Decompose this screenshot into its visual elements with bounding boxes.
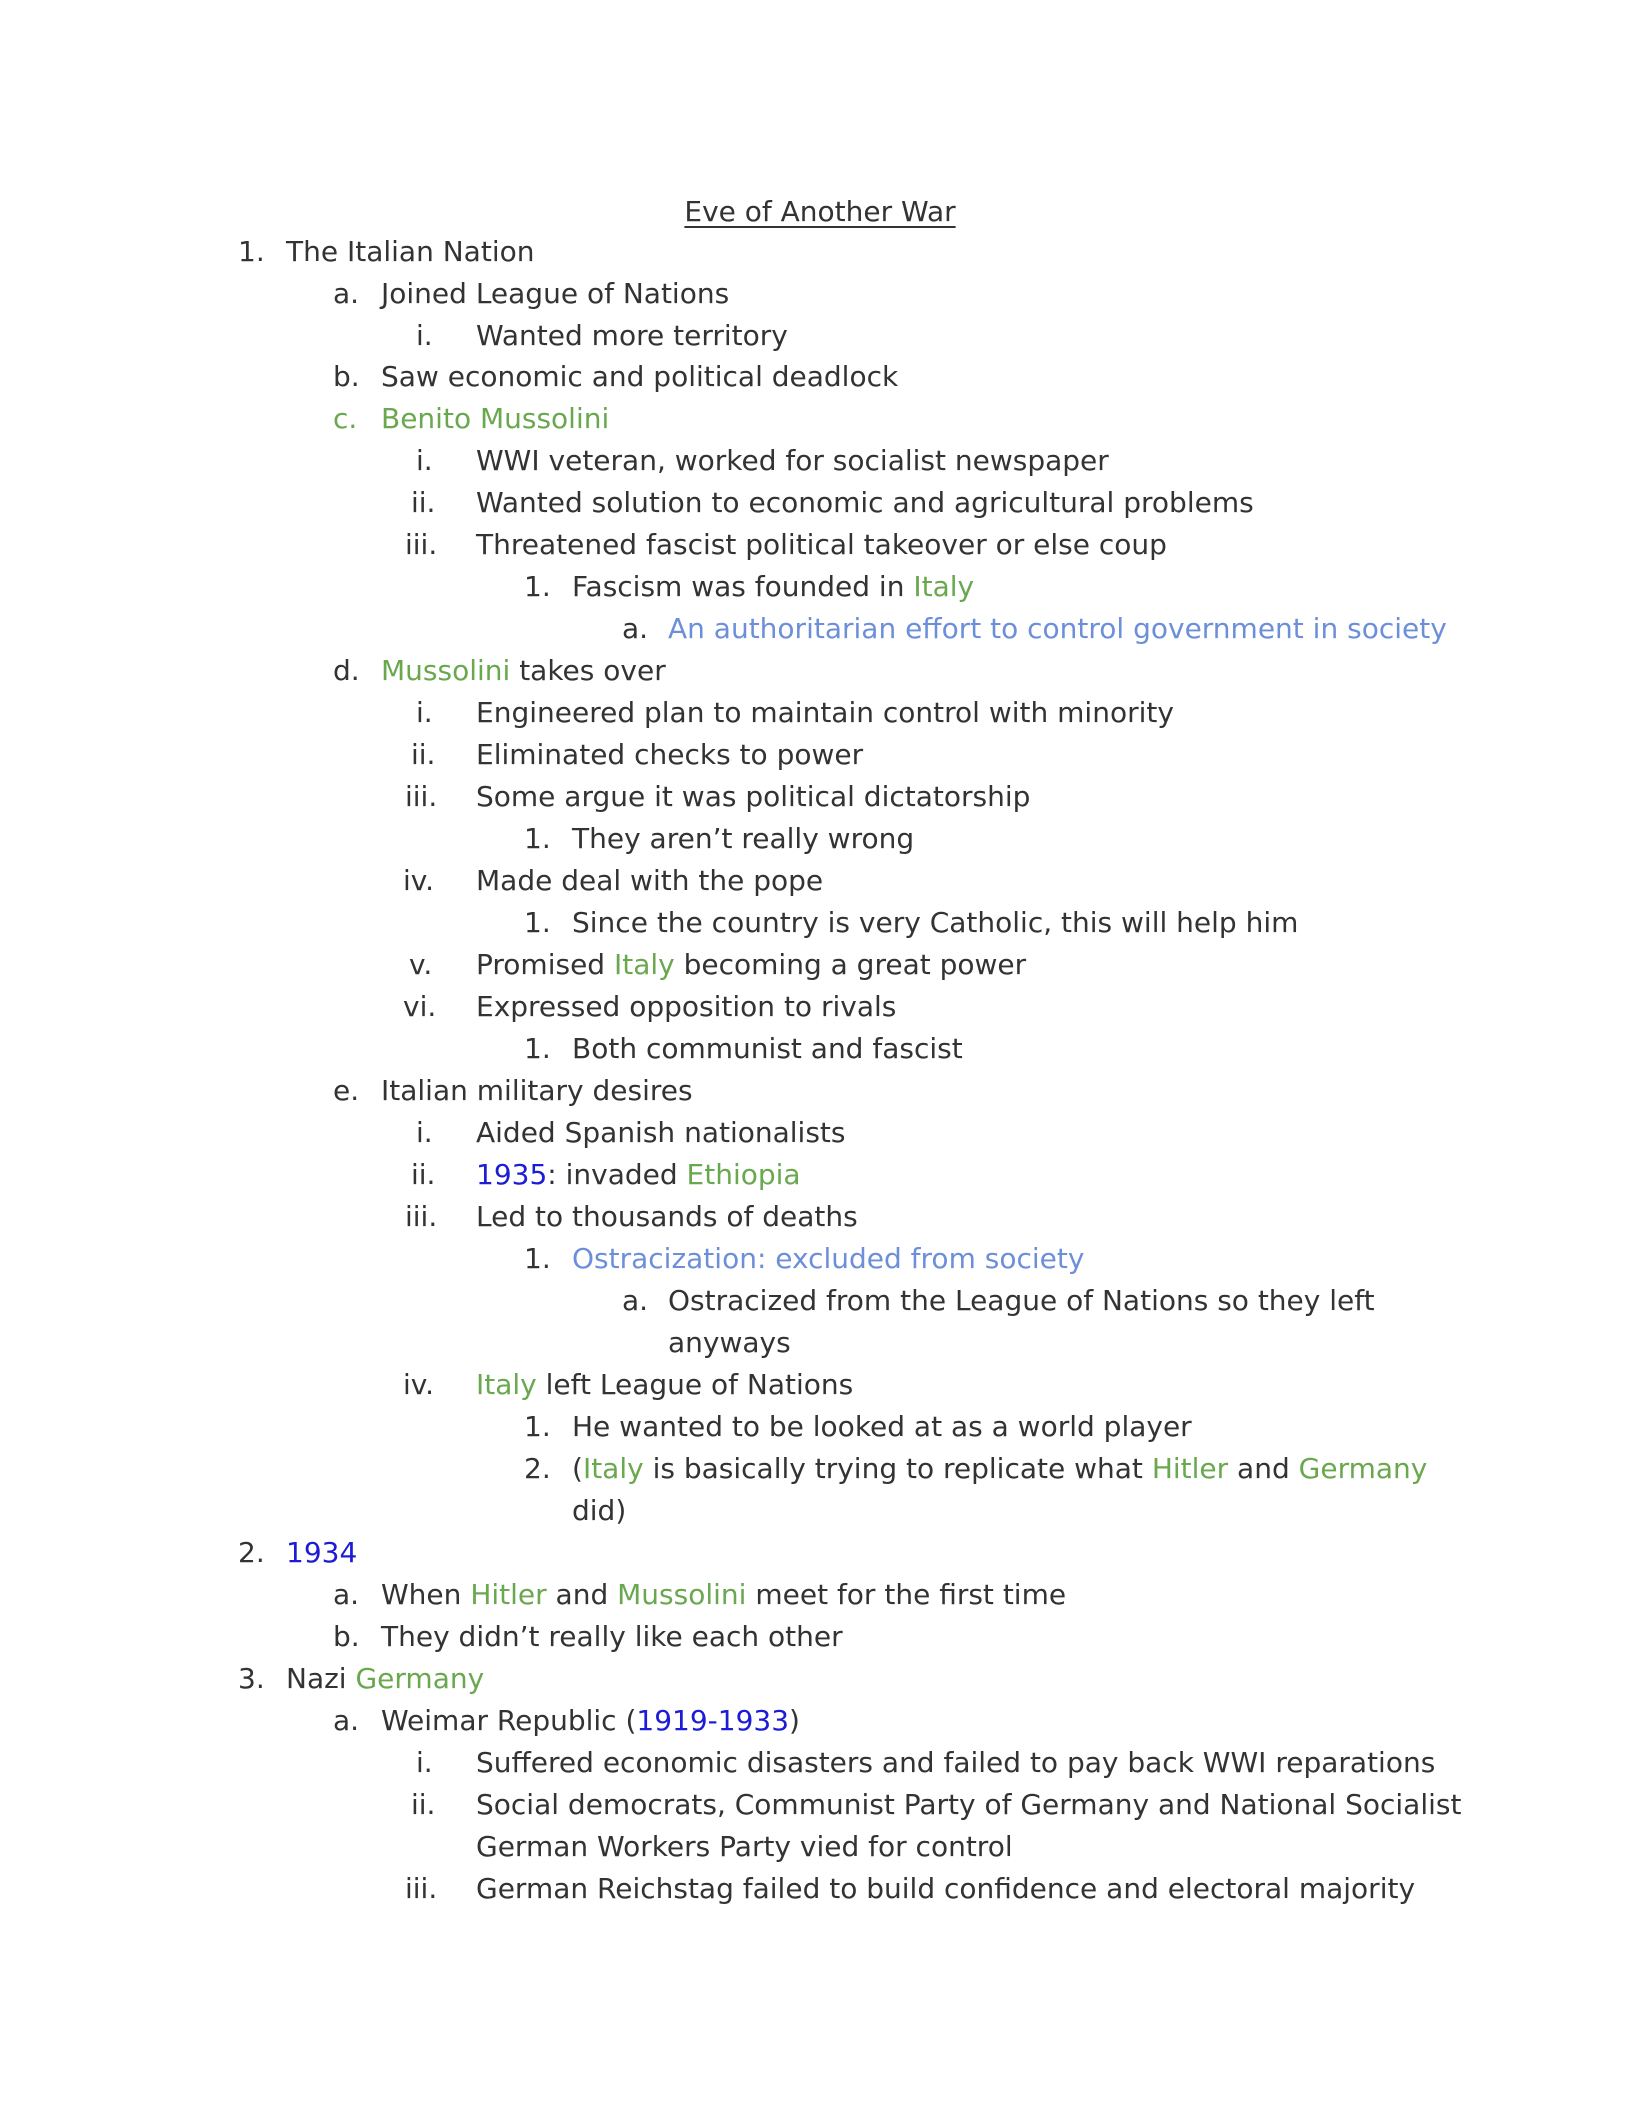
list-marker: iii. [405,528,438,561]
list-text: Expressed opposition to rivals [476,990,897,1023]
list-marker: ii. [411,738,436,771]
list-marker: a. [622,612,649,645]
list-text: German Reichstag failed to build confidence and electoral majority [476,1872,1416,1905]
date-text: 1919-1933 [636,1704,790,1737]
list-marker: a. [333,277,360,310]
list-text: When Hitler and Mussolini meet for the first time [381,1578,1067,1611]
list-text: Ostracized from the League of Nations so they left [668,1284,1375,1317]
list-marker: 2. [238,1536,265,1569]
list-marker: b. [333,1620,360,1653]
list-marker: i. [416,444,433,477]
list-text-continuation: German Workers Party vied for control [476,1830,1013,1863]
list-text: Italian military desires [381,1074,693,1107]
list-marker: a. [333,1704,360,1737]
list-text: Mussolini takes over [381,654,666,687]
list-marker: iii. [405,780,438,813]
list-text: WWI veteran, worked for socialist newspaper [476,444,1109,477]
list-text: Eliminated checks to power [476,738,864,771]
list-text: Some argue it was political dictatorship [476,780,1031,813]
list-text: Both communist and fascist [572,1032,963,1065]
list-text: Saw economic and political deadlock [381,360,899,393]
person-name: Mussolini [617,1578,747,1611]
list-marker: iv. [403,1368,435,1401]
list-text: Fascism was founded in Italy [572,570,975,603]
list-text: Promised Italy becoming a great power [476,948,1027,981]
date-text: 1934 [286,1536,358,1569]
person-name: Hitler [470,1578,547,1611]
person-name: Mussolini [381,654,511,687]
list-text: They aren’t really wrong [572,822,915,855]
person-name: Benito Mussolini [381,402,610,435]
list-marker: 1. [524,1410,551,1443]
list-text: Aided Spanish nationalists [476,1116,846,1149]
list-marker: v. [409,948,433,981]
list-text: They didn’t really like each other [381,1620,843,1653]
list-marker: i. [416,696,433,729]
definition-text: An authoritarian effort to control government in society [668,612,1447,645]
list-text: Engineered plan to maintain control with minority [476,696,1174,729]
list-text: Led to thousands of deaths [476,1200,858,1233]
list-marker: 1. [524,906,551,939]
list-marker: iii. [405,1872,438,1905]
list-text: Weimar Republic (1919-1933) [381,1704,800,1737]
list-marker: a. [333,1578,360,1611]
list-text: (Italy is basically trying to replicate what Hitler and Germany [572,1452,1428,1485]
list-marker: ii. [411,486,436,519]
list-text: Since the country is very Catholic, this will help him [572,906,1299,939]
page-title: Eve of Another War [684,195,956,228]
date-text: 1935 [476,1158,548,1191]
list-text: Wanted solution to economic and agricultural problems [476,486,1254,519]
list-marker: vi. [403,990,437,1023]
list-marker: ii. [411,1158,436,1191]
list-marker: 1. [524,1242,551,1275]
list-marker: 1. [524,822,551,855]
list-text: Joined League of Nations [381,277,730,310]
list-text: Wanted more territory [476,319,788,352]
list-text: Nazi Germany [286,1662,485,1695]
list-marker: b. [333,360,360,393]
list-marker: 1. [524,570,551,603]
definition-text: Ostracization: excluded from society [572,1242,1085,1275]
list-text: Italy left League of Nations [476,1368,854,1401]
list-marker: 2. [524,1452,551,1485]
list-text: Suffered economic disasters and failed to pay back WWI reparations [476,1746,1436,1779]
list-marker: ii. [411,1788,436,1821]
list-marker: d. [333,654,360,687]
list-text: The Italian Nation [286,235,535,268]
list-text: 1935: invaded Ethiopia [476,1158,801,1191]
list-marker: i. [416,1116,433,1149]
list-marker: i. [416,1746,433,1779]
list-text: Threatened fascist political takeover or else coup [476,528,1167,561]
place-name: Ethiopia [686,1158,801,1191]
list-text: Social democrats, Communist Party of Germany and National Socialist [476,1788,1462,1821]
place-name: Italy [582,1452,644,1485]
list-marker: i. [416,319,433,352]
list-text: Made deal with the pope [476,864,824,897]
place-name: Germany [355,1662,485,1695]
place-name: Italy [613,948,675,981]
list-marker: c. [333,402,358,435]
place-name: Germany [1298,1452,1428,1485]
list-marker: e. [333,1074,360,1107]
place-name: Italy [476,1368,537,1401]
list-marker: iii. [405,1200,438,1233]
list-marker: 1. [238,235,265,268]
person-name: Hitler [1151,1452,1229,1485]
list-marker: a. [622,1284,649,1317]
place-name: Italy [913,570,975,603]
list-marker: 1. [524,1032,551,1065]
list-text-continuation: did) [572,1494,627,1527]
list-marker: iv. [403,864,435,897]
list-text-continuation: anyways [668,1326,791,1359]
list-text: He wanted to be looked at as a world player [572,1410,1192,1443]
list-marker: 3. [238,1662,265,1695]
